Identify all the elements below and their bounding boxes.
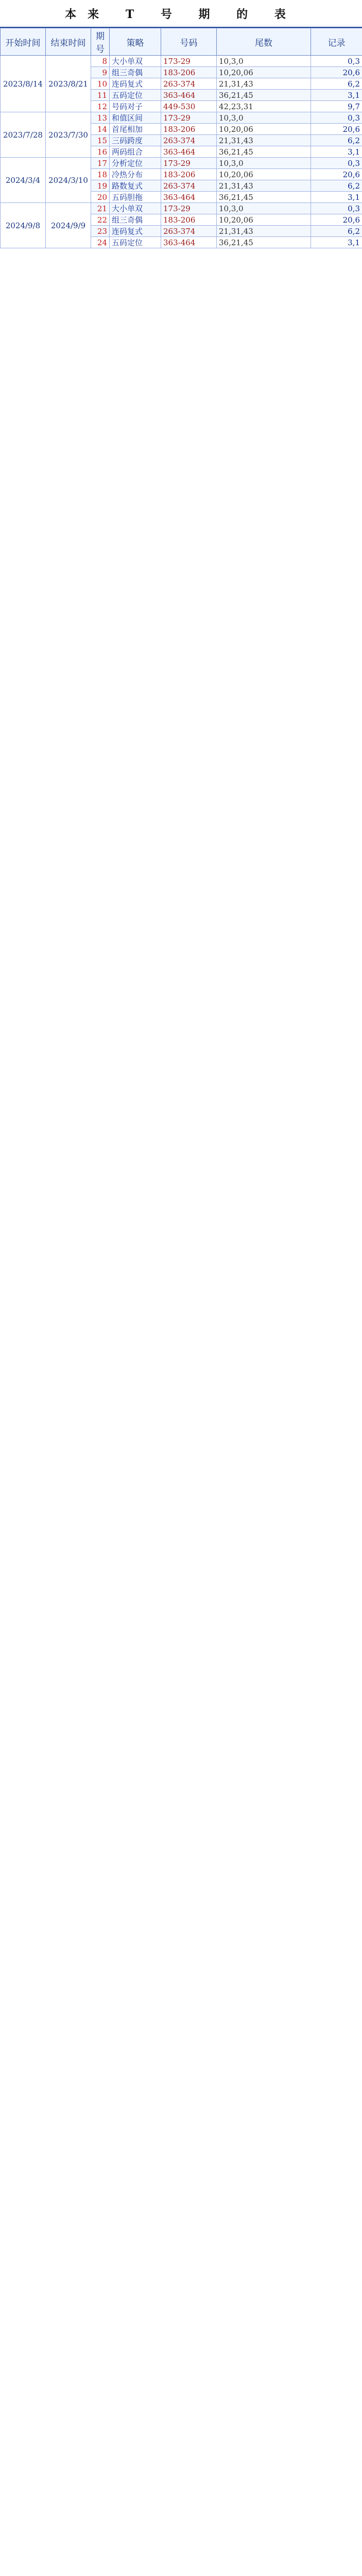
strategy-cell: 五码胆拖 [110,192,161,203]
number-cell: 263-374 [161,180,217,192]
tail-cell: 10,20,06 [217,214,311,226]
record-cell: 3,1 [311,146,362,158]
number-cell: 449-530 [161,101,217,112]
issue-cell: 15 [91,135,110,146]
number-cell: 363-464 [161,146,217,158]
record-cell: 9,7 [311,101,362,112]
issue-cell: 12 [91,101,110,112]
strategy-cell: 首尾相加 [110,124,161,135]
start-time-cell: 2023/7/28 [1,112,46,158]
col-strategy: 策略 [110,28,161,56]
record-cell: 20,6 [311,124,362,135]
strategy-cell: 连码复式 [110,226,161,237]
table-row [1,56,362,67]
record-cell: 20,6 [311,169,362,180]
issue-cell: 17 [91,158,110,169]
tail-cell: 21,31,43 [217,135,311,146]
issue-cell: 14 [91,124,110,135]
number-cell: 263-374 [161,135,217,146]
tail-cell: 10,3,0 [217,158,311,169]
record-cell: 0,3 [311,203,362,214]
issue-cell: 22 [91,214,110,226]
issue-cell: 9 [91,67,110,78]
issue-cell: 19 [91,180,110,192]
strategy-cell: 两码组合 [110,146,161,158]
number-cell: 263-374 [161,78,217,90]
end-time-cell: 2023/8/21 [46,56,91,112]
tail-cell: 36,21,45 [217,192,311,203]
record-cell: 6,2 [311,180,362,192]
col-end-time: 结束时间 [46,28,91,56]
record-cell: 3,1 [311,90,362,101]
end-time-cell: 2024/3/10 [46,158,91,203]
strategy-cell: 组三奇偶 [110,67,161,78]
col-tail: 尾数 [217,28,311,56]
issue-cell: 16 [91,146,110,158]
number-cell: 263-374 [161,226,217,237]
table-body [1,56,362,248]
tail-cell: 10,3,0 [217,203,311,214]
number-cell: 183-206 [161,67,217,78]
number-cell: 173-29 [161,56,217,67]
record-cell: 3,1 [311,237,362,248]
col-number: 号码 [161,28,217,56]
issue-cell: 10 [91,78,110,90]
issue-cell: 13 [91,112,110,124]
record-cell: 0,3 [311,112,362,124]
table-row [1,203,362,214]
record-cell: 20,6 [311,67,362,78]
tail-cell: 10,20,06 [217,67,311,78]
strategy-cell: 大小单双 [110,203,161,214]
strategy-cell: 组三奇偶 [110,214,161,226]
record-cell: 6,2 [311,226,362,237]
strategy-cell: 冷热分布 [110,169,161,180]
strategy-cell: 连码复式 [110,78,161,90]
issue-cell: 18 [91,169,110,180]
issue-cell: 11 [91,90,110,101]
start-time-cell: 2024/9/8 [1,203,46,248]
header-row [1,28,362,56]
tail-cell: 10,3,0 [217,112,311,124]
strategy-cell: 五码定位 [110,90,161,101]
col-start-time: 开始时间 [1,28,46,56]
strategy-cell: 五码定位 [110,237,161,248]
strategy-cell: 三码跨度 [110,135,161,146]
tail-cell: 21,31,43 [217,180,311,192]
number-cell: 173-29 [161,203,217,214]
tail-cell: 42,23,31 [217,101,311,112]
issue-cell: 8 [91,56,110,67]
issue-cell: 24 [91,237,110,248]
number-cell: 173-29 [161,158,217,169]
tail-cell: 21,31,43 [217,226,311,237]
tail-cell: 10,3,0 [217,56,311,67]
tail-cell: 36,21,45 [217,90,311,101]
strategy-cell: 和值区间 [110,112,161,124]
tail-cell: 10,20,06 [217,169,311,180]
issue-cell: 20 [91,192,110,203]
tail-cell: 10,20,06 [217,124,311,135]
number-cell: 183-206 [161,214,217,226]
strategy-cell: 号码对子 [110,101,161,112]
record-cell: 6,2 [311,135,362,146]
strategy-cell: 路数复式 [110,180,161,192]
record-cell: 6,2 [311,78,362,90]
page-title: 本来 T 号 期 的 表 [0,0,362,28]
col-record: 记录 [311,28,362,56]
record-table [0,28,362,248]
end-time-cell: 2024/9/9 [46,203,91,248]
issue-cell: 21 [91,203,110,214]
tail-cell: 21,31,43 [217,78,311,90]
start-time-cell: 2023/8/14 [1,56,46,112]
start-time-cell: 2024/3/4 [1,158,46,203]
tail-cell: 36,21,45 [217,146,311,158]
table-row [1,158,362,169]
end-time-cell: 2023/7/30 [46,112,91,158]
tail-cell: 36,21,45 [217,237,311,248]
strategy-cell: 大小单双 [110,56,161,67]
record-cell: 0,3 [311,158,362,169]
number-cell: 183-206 [161,124,217,135]
record-cell: 20,6 [311,214,362,226]
number-cell: 173-29 [161,112,217,124]
table-row [1,112,362,124]
number-cell: 363-464 [161,90,217,101]
issue-cell: 23 [91,226,110,237]
number-cell: 183-206 [161,169,217,180]
record-cell: 3,1 [311,192,362,203]
number-cell: 363-464 [161,237,217,248]
record-cell: 0,3 [311,56,362,67]
col-issue: 期号 [91,28,110,56]
strategy-cell: 分析定位 [110,158,161,169]
number-cell: 363-464 [161,192,217,203]
